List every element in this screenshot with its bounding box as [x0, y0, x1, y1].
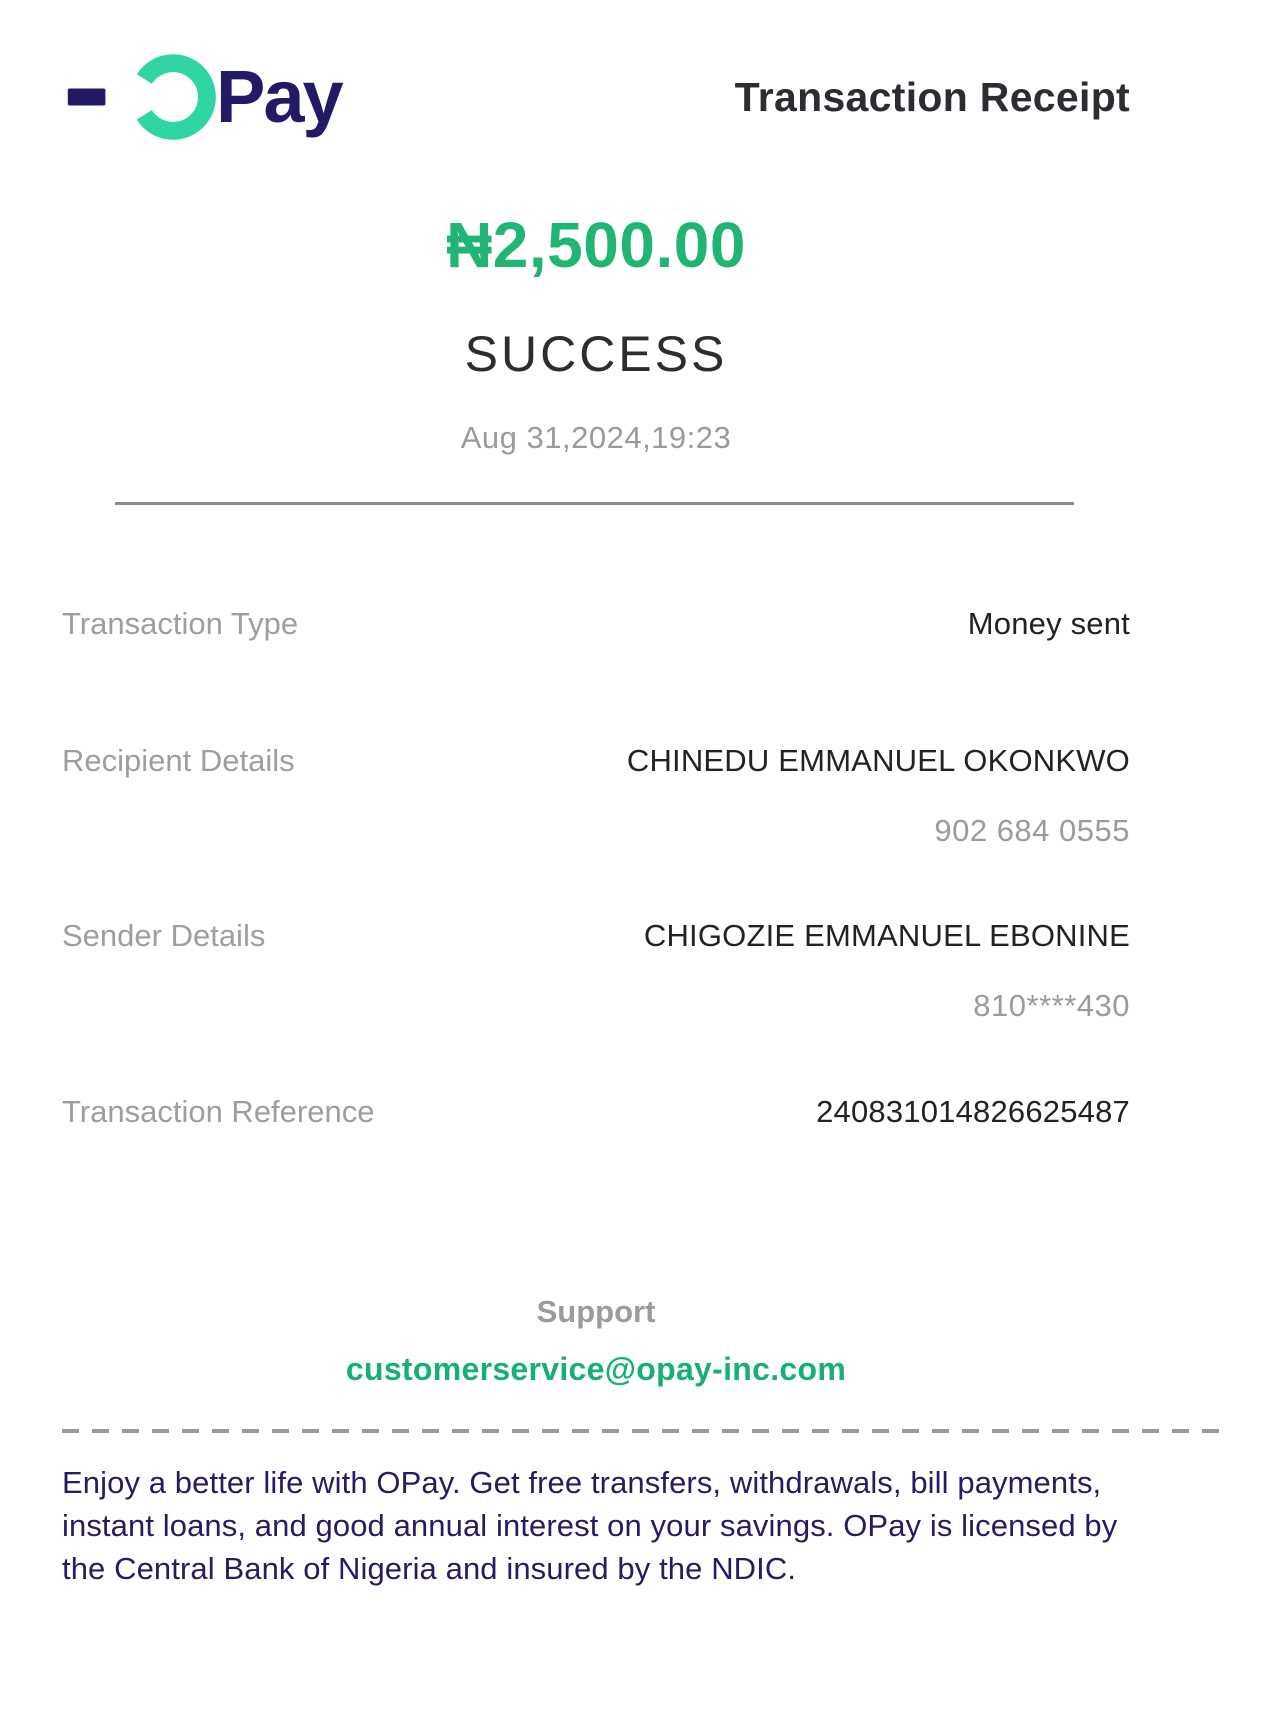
- row-value-transaction-reference: 240831014826625487: [816, 1094, 1130, 1129]
- header: [62, 50, 1222, 144]
- recipient-phone: 902 684 0555: [934, 813, 1130, 848]
- row-label-transaction-reference: Transaction Reference: [62, 1094, 375, 1129]
- table-row: [62, 742, 1130, 779]
- support-label: Support: [536, 1294, 656, 1329]
- amount: ₦2,500.00: [446, 209, 746, 281]
- transaction-datetime: Aug 31,2024,19:23: [460, 420, 732, 455]
- opay-logo: [62, 50, 342, 144]
- table-row: [62, 917, 1130, 954]
- row-value-recipient-name: CHINEDU EMMANUEL OKONKWO: [626, 743, 1130, 778]
- opay-ring-icon: [62, 50, 224, 144]
- row-label-transaction-type: Transaction Type: [62, 606, 299, 641]
- row-value-transaction-type: Money sent: [967, 606, 1130, 641]
- detail-rows: [62, 605, 1222, 1130]
- footer-note: Enjoy a better life with OPay. Get free transfers, withdrawals, bill payments, instant loans, and good annual interest on your savings. OPay is licensed by the Central Bank of Nigeria and insured by the NDIC.: [62, 1465, 1118, 1586]
- summary: [62, 209, 1130, 456]
- row-value-sender-name: CHIGOZIE EMMANUEL EBONINE: [643, 918, 1130, 953]
- row-label-recipient-details: Recipient Details: [62, 743, 295, 778]
- sender-masked-account: 810****430: [973, 988, 1130, 1023]
- table-row: [62, 1093, 1130, 1130]
- support-section: [62, 1293, 1130, 1388]
- page-title: Transaction Receipt: [734, 73, 1130, 120]
- status-text: SUCCESS: [464, 326, 728, 382]
- dashed-divider: [62, 1429, 1222, 1433]
- opay-logo-text: Pay: [216, 55, 342, 138]
- support-email-link[interactable]: customerservice@opay-inc.com: [345, 1351, 847, 1387]
- row-label-sender-details: Sender Details: [62, 918, 266, 953]
- solid-divider: [115, 502, 1074, 505]
- table-row: [62, 605, 1130, 642]
